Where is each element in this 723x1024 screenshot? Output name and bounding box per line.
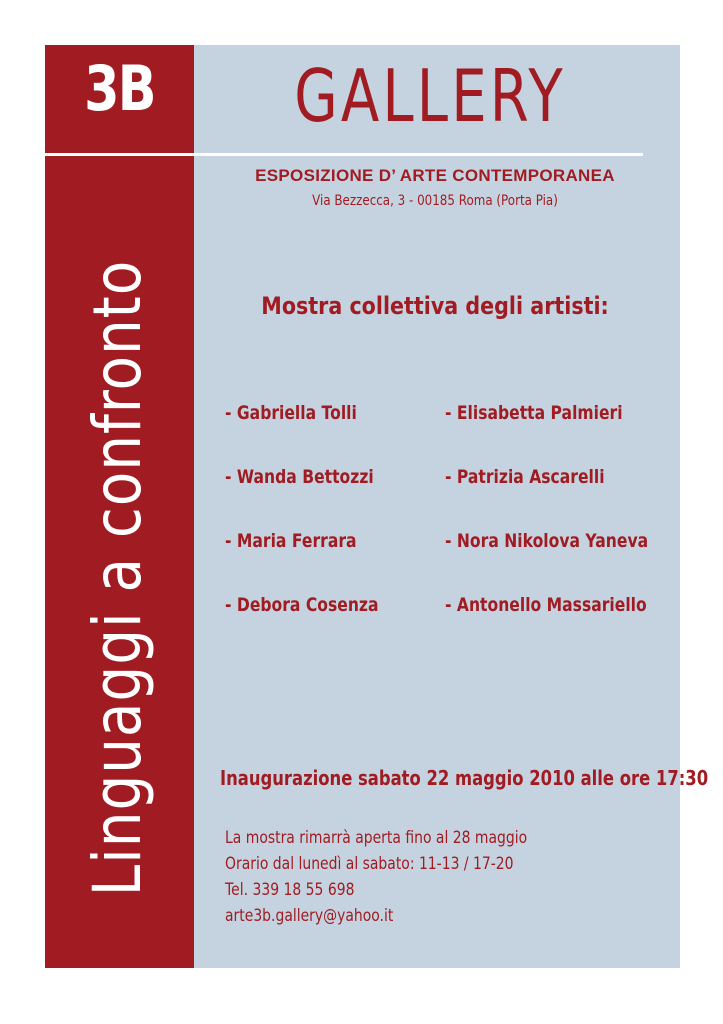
artist-name: - Nora Nikolova Yaneva bbox=[445, 530, 649, 552]
artist-name: - Debora Cosenza bbox=[225, 594, 379, 616]
artists-heading bbox=[200, 292, 670, 320]
exhibition-title-vertical bbox=[73, 228, 163, 928]
artist-name: - Patrizia Ascarelli bbox=[445, 466, 605, 488]
gallery-title: GALLERY bbox=[294, 54, 566, 138]
artist-name: - Gabriella Tolli bbox=[225, 402, 357, 424]
info-line-closing: La mostra rimarrà aperta fino al 28 maggio bbox=[225, 828, 528, 848]
exhibition-title-text: Linguaggi a confronto bbox=[79, 259, 156, 897]
artist-name: - Maria Ferrara bbox=[225, 530, 357, 552]
inauguration-line: Inaugurazione sabato 22 maggio 2010 alle ore 17:30 bbox=[220, 766, 709, 790]
address: Via Bezzecca, 3 - 00185 Roma (Porta Pia) bbox=[312, 193, 558, 209]
info-line-hours: Orario dal lunedì al sabato: 11-13 / 17-20 bbox=[225, 854, 514, 874]
info-line-email: arte3b.gallery@yahoo.it bbox=[225, 906, 394, 926]
artist-name: - Elisabetta Palmieri bbox=[445, 402, 623, 424]
subtitle: ESPOSIZIONE D’ ARTE CONTEMPORANEA bbox=[255, 166, 615, 185]
info-line-phone: Tel. 339 18 55 698 bbox=[225, 880, 355, 900]
logo-3b: 3B bbox=[84, 52, 155, 125]
artist-name: - Wanda Bettozzi bbox=[225, 466, 374, 488]
artists-heading-text: Mostra collettiva degli artisti: bbox=[261, 292, 609, 320]
header-divider bbox=[45, 153, 643, 156]
artist-name: - Antonello Massariello bbox=[445, 594, 647, 616]
